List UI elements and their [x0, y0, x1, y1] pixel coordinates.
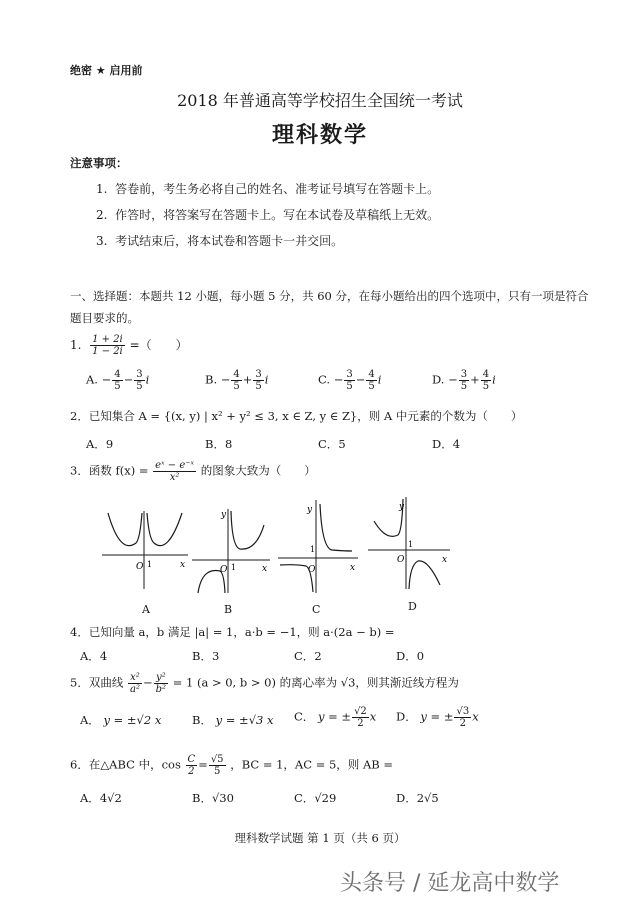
subject-title: 理科数学 [271, 122, 368, 148]
graph-c-label: C [312, 603, 321, 616]
q1-option-b[interactable]: B. − $\frac{4}{5}$ + $\frac{3}{5}$ i [205, 369, 269, 392]
graph-c-origin: O [308, 565, 316, 575]
graph-c[interactable] [276, 498, 360, 594]
q1-option-c[interactable]: C. − $\frac{3}{5}$ − $\frac{4}{5}$ i [318, 369, 382, 392]
notice-item: 3. 考试结束后，将本试卷和答题卡一并交回。 [96, 234, 344, 248]
exam-title: 2018 年普通高等学校招生全国统一考试 [177, 91, 463, 110]
graph-d-one: 1 [408, 540, 414, 549]
graph-b-x: x [262, 564, 268, 574]
notice-heading: 注意事项： [70, 156, 128, 170]
q5-option-b[interactable]: B． y = ±√3 x [192, 713, 274, 727]
notice-item: 2. 作答时，将答案写在答题卡上。写在本试卷及草稿纸上无效。 [96, 208, 440, 222]
q6-option-b[interactable]: B．√30 [192, 791, 234, 805]
q2-option-b[interactable]: B．8 [205, 437, 233, 451]
q5-option-d[interactable]: D． y = ± $\frac{√3}{2}$ x [396, 706, 479, 729]
question-4-stem: 4．已知向量 a，b 满足 |a| = 1，a·b = −1，则 a·(2a − b) = [70, 625, 395, 639]
notice-item: 1. 答卷前，考生务必将自己的姓名、准考证号填写在答题卡上。 [96, 182, 440, 196]
question-1-stem: 1. $\frac{1 + 2i}{1 - 2i}$ =（ ） [70, 334, 188, 357]
graph-a-origin: O [136, 562, 144, 572]
graph-c-x: x [350, 563, 356, 573]
q4-option-c[interactable]: C．2 [294, 649, 322, 663]
q4-option-a[interactable]: A．4 [80, 649, 108, 663]
q4-option-b[interactable]: B．3 [192, 649, 220, 663]
graph-a-one: 1 [147, 560, 153, 569]
graph-a-label: A [142, 603, 150, 616]
graph-a[interactable] [100, 505, 190, 590]
graph-b-y: y [221, 510, 227, 520]
page-footer: 理科数学试题 第 1 页（共 6 页） [234, 831, 406, 845]
q6-option-a[interactable]: A．4√2 [80, 791, 122, 805]
graph-d-x: x [442, 555, 448, 565]
graph-c-y: y [307, 505, 313, 515]
graph-d[interactable] [366, 495, 452, 591]
q6-option-c[interactable]: C．√29 [294, 791, 337, 805]
q1-option-a[interactable]: A. − $\frac{4}{5}$ − $\frac{3}{5}$ i [86, 369, 150, 392]
secret-label: 绝密 ★ 启用前 [70, 64, 143, 77]
graph-d-label: D [408, 600, 417, 613]
q5-option-c[interactable]: C． y = ± $\frac{√2}{2}$ x [294, 706, 377, 729]
watermark: 头条号 / 延龙高中数学 [340, 871, 560, 896]
graph-b-one: 1 [231, 563, 237, 572]
question-5-stem: 5．双曲线 $\frac{\text{x²}}{\text{a²}}$ − $\frac{\text{y²}}{\text{b²}}$ = 1 (a > 0, b > 0) 的离心率为 √3，则其渐近线方程为 [70, 672, 459, 695]
graph-d-origin: O [397, 555, 405, 565]
question-2-stem: 2．已知集合 A = {(x, y) | x² + y² ≤ 3, x ∈ Z, y ∈ Z}，则 A 中元素的个数为（ ） [70, 409, 523, 423]
q2-option-d[interactable]: D．4 [432, 437, 461, 451]
q4-option-d[interactable]: D．0 [396, 649, 425, 663]
graph-b[interactable] [190, 505, 272, 595]
graph-b-origin: O [220, 565, 228, 575]
section-intro-line2: 题目要求的。 [70, 311, 139, 325]
q5-option-a[interactable]: A． y = ±√2 x [80, 713, 162, 727]
graph-b-label: B [224, 603, 233, 616]
q2-option-a[interactable]: A．9 [86, 437, 114, 451]
q6-option-d[interactable]: D．2√5 [396, 791, 439, 805]
q1-option-d[interactable]: D. − $\frac{3}{5}$ + $\frac{4}{5}$ i [432, 369, 496, 392]
graph-c-one: 1 [310, 545, 316, 554]
question-3-stem: 3．函数 f(x) = $\frac{\text{eˣ − e⁻ˣ}}{\text{x²}}$ 的图象大致为（ ） [70, 460, 316, 483]
question-6-stem: 6．在△ABC 中，cos $\frac{C}{2}$ = $\frac{√5}{5}$ ，BC = 1，AC = 5，则 AB = [70, 754, 393, 777]
section-intro-line1: 一、选择题：本题共 12 小题，每小题 5 分，共 60 分，在每小题给出的四个选项中，只有一项是符合 [70, 289, 589, 303]
graph-a-x: x [180, 560, 186, 570]
graph-d-y: y [399, 502, 405, 512]
q2-option-c[interactable]: C．5 [318, 437, 346, 451]
